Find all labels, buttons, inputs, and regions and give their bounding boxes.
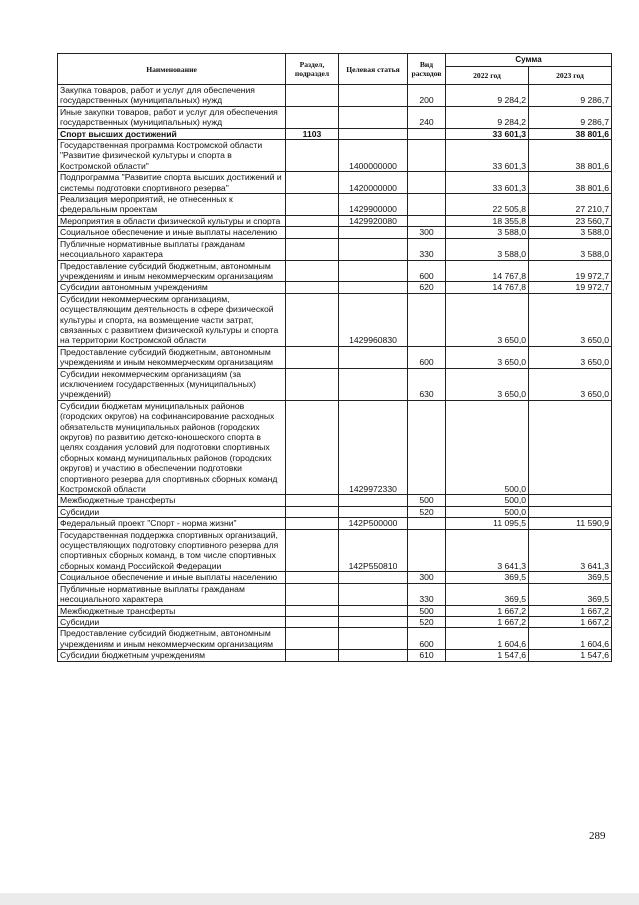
table-row <box>58 518 612 529</box>
cell-expense-type: 500 <box>408 495 446 506</box>
table-row <box>58 346 612 368</box>
table-row <box>58 194 612 216</box>
cell-target <box>339 605 408 616</box>
table-row <box>58 650 612 661</box>
cell-name: Государственная программа Костромской области "Развитие физической культуры и спорта в Костромской области" <box>58 140 286 172</box>
cell-sum-2023: 19 972,7 <box>529 260 612 282</box>
cell-name: Предоставление субсидий бюджетным, автономным учреждениям и иным некоммерческим организациям <box>58 628 286 650</box>
header-name: Наименование <box>58 54 286 85</box>
header-section: Раздел, подраздел <box>286 54 339 85</box>
cell-sum-2023: 27 210,7 <box>529 194 612 216</box>
cell-expense-type: 330 <box>408 583 446 605</box>
cell-section <box>286 140 339 172</box>
cell-expense-type: 600 <box>408 346 446 368</box>
cell-target <box>339 282 408 293</box>
cell-sum-2022: 14 767,8 <box>446 260 529 282</box>
cell-section <box>286 172 339 194</box>
cell-section <box>286 215 339 226</box>
cell-expense-type <box>408 215 446 226</box>
table-row <box>58 227 612 238</box>
cell-sum-2022: 3 641,3 <box>446 529 529 572</box>
cell-expense-type: 330 <box>408 238 446 260</box>
cell-target <box>339 260 408 282</box>
cell-sum-2022: 1 667,2 <box>446 616 529 627</box>
cell-target <box>339 572 408 583</box>
cell-target <box>339 628 408 650</box>
cell-expense-type <box>408 194 446 216</box>
cell-target: 142P550810 <box>339 529 408 572</box>
table-row <box>58 215 612 226</box>
cell-expense-type: 240 <box>408 106 446 128</box>
cell-name: Закупка товаров, работ и услуг для обеспечения государственных (муниципальных) нужд <box>58 85 286 107</box>
cell-expense-type: 500 <box>408 605 446 616</box>
cell-sum-2023: 3 650,0 <box>529 368 612 400</box>
cell-name: Субсидии бюджетным учреждениям <box>58 650 286 661</box>
cell-sum-2022: 500,0 <box>446 506 529 517</box>
cell-name: Социальное обеспечение и иные выплаты населению <box>58 227 286 238</box>
cell-target: 142P500000 <box>339 518 408 529</box>
cell-sum-2023: 3 588,0 <box>529 238 612 260</box>
table-row <box>58 368 612 400</box>
cell-sum-2023: 1 604,6 <box>529 628 612 650</box>
cell-sum-2022: 33 601,3 <box>446 172 529 194</box>
cell-expense-type: 300 <box>408 572 446 583</box>
scan-footer-band <box>0 893 639 905</box>
cell-section <box>286 506 339 517</box>
cell-sum-2022: 9 284,2 <box>446 85 529 107</box>
cell-sum-2022: 1 547,6 <box>446 650 529 661</box>
cell-name: Субсидии <box>58 616 286 627</box>
cell-sum-2023: 38 801,6 <box>529 128 612 139</box>
cell-sum-2022: 9 284,2 <box>446 106 529 128</box>
cell-name: Субсидии <box>58 506 286 517</box>
cell-section <box>286 238 339 260</box>
cell-section <box>286 260 339 282</box>
cell-section <box>286 346 339 368</box>
page-number: 289 <box>589 830 606 842</box>
cell-expense-type: 620 <box>408 282 446 293</box>
cell-expense-type: 200 <box>408 85 446 107</box>
cell-sum-2022: 500,0 <box>446 400 529 495</box>
table-row <box>58 140 612 172</box>
cell-name: Реализация мероприятий, не отнесенных к федеральным проектам <box>58 194 286 216</box>
table-row <box>58 172 612 194</box>
header-target: Целевая статья <box>339 54 408 85</box>
cell-sum-2022: 11 095,5 <box>446 518 529 529</box>
table-row <box>58 260 612 282</box>
table-row <box>58 106 612 128</box>
cell-target <box>339 506 408 517</box>
budget-table <box>57 53 612 662</box>
cell-section <box>286 293 339 346</box>
cell-target: 1429920080 <box>339 215 408 226</box>
cell-sum-2022: 369,5 <box>446 583 529 605</box>
cell-sum-2023: 3 588,0 <box>529 227 612 238</box>
cell-sum-2022: 3 588,0 <box>446 238 529 260</box>
cell-target <box>339 650 408 661</box>
cell-sum-2022: 22 505,8 <box>446 194 529 216</box>
cell-name: Спорт высших достижений <box>58 128 286 139</box>
cell-section <box>286 650 339 661</box>
table-row <box>58 282 612 293</box>
cell-section <box>286 628 339 650</box>
cell-name: Предоставление субсидий бюджетным, автономным учреждениям и иным некоммерческим организациям <box>58 260 286 282</box>
header-year-2023: 2023 год <box>529 66 612 84</box>
cell-target <box>339 106 408 128</box>
cell-target <box>339 128 408 139</box>
cell-sum-2023: 3 641,3 <box>529 529 612 572</box>
cell-sum-2023 <box>529 506 612 517</box>
cell-sum-2023: 23 560,7 <box>529 215 612 226</box>
cell-name: Межбюджетные трансферты <box>58 605 286 616</box>
cell-section <box>286 227 339 238</box>
cell-expense-type: 630 <box>408 368 446 400</box>
cell-sum-2023: 369,5 <box>529 583 612 605</box>
cell-sum-2023: 38 801,6 <box>529 172 612 194</box>
table-row <box>58 572 612 583</box>
cell-expense-type: 610 <box>408 650 446 661</box>
cell-target <box>339 227 408 238</box>
cell-target <box>339 616 408 627</box>
cell-sum-2023: 1 547,6 <box>529 650 612 661</box>
cell-target: 1400000000 <box>339 140 408 172</box>
cell-expense-type <box>408 529 446 572</box>
cell-section <box>286 282 339 293</box>
cell-sum-2023: 11 590,9 <box>529 518 612 529</box>
header-year-2022: 2022 год <box>446 66 529 84</box>
table-row <box>58 605 612 616</box>
cell-name: Субсидии некоммерческим организациям (за исключением государственных (муниципальных) учреждений) <box>58 368 286 400</box>
cell-name: Предоставление субсидий бюджетным, автономным учреждениям и иным некоммерческим организациям <box>58 346 286 368</box>
cell-expense-type: 300 <box>408 227 446 238</box>
table-body <box>58 85 612 662</box>
cell-section <box>286 85 339 107</box>
cell-sum-2022: 18 355,8 <box>446 215 529 226</box>
cell-name: Социальное обеспечение и иные выплаты населению <box>58 572 286 583</box>
cell-sum-2023: 369,5 <box>529 572 612 583</box>
cell-section <box>286 194 339 216</box>
table-row <box>58 506 612 517</box>
cell-name: Публичные нормативные выплаты гражданам несоциального характера <box>58 583 286 605</box>
cell-sum-2022: 14 767,8 <box>446 282 529 293</box>
cell-sum-2023: 3 650,0 <box>529 293 612 346</box>
cell-sum-2022: 33 601,3 <box>446 140 529 172</box>
table-row <box>58 85 612 107</box>
header-expense-type: Вид расходов <box>408 54 446 85</box>
cell-expense-type: 520 <box>408 506 446 517</box>
cell-section <box>286 495 339 506</box>
cell-target: 1429960830 <box>339 293 408 346</box>
cell-expense-type: 600 <box>408 260 446 282</box>
cell-sum-2023: 38 801,6 <box>529 140 612 172</box>
table-row <box>58 616 612 627</box>
cell-name: Межбюджетные трансферты <box>58 495 286 506</box>
cell-sum-2022: 3 650,0 <box>446 368 529 400</box>
cell-target: 1429900000 <box>339 194 408 216</box>
cell-name: Субсидии некоммерческим организациям, осуществляющим деятельность в сфере физической культуры и спорта, на возмещение части затрат, связанных с развитием физической культуры и спорта на территории Костромской области <box>58 293 286 346</box>
cell-name: Субсидии бюджетам муниципальных районов (городских округов) на софинансирование расходных обязательств муниципальных районов (городских округов) по развитию детско-юношеского спорта в целях создания условий для подготовки спортивных сборных команд муниципальных районов (городских округов) и участию в обеспечении подготовки спортивного резерва для спортивных сборных команд Костромской области <box>58 400 286 495</box>
cell-target <box>339 368 408 400</box>
table-row <box>58 583 612 605</box>
cell-name: Подпрограмма "Развитие спорта высших достижений и системы подготовки спортивного резерва" <box>58 172 286 194</box>
cell-section <box>286 583 339 605</box>
cell-section <box>286 400 339 495</box>
cell-section: 1103 <box>286 128 339 139</box>
cell-sum-2023: 9 286,7 <box>529 85 612 107</box>
cell-section <box>286 368 339 400</box>
table-row <box>58 495 612 506</box>
cell-expense-type: 600 <box>408 628 446 650</box>
cell-name: Мероприятия в области физической культуры и спорта <box>58 215 286 226</box>
cell-sum-2022: 3 650,0 <box>446 346 529 368</box>
cell-sum-2022: 369,5 <box>446 572 529 583</box>
cell-sum-2023: 1 667,2 <box>529 605 612 616</box>
cell-expense-type <box>408 140 446 172</box>
table-row <box>58 400 612 495</box>
cell-name: Иные закупки товаров, работ и услуг для обеспечения государственных (муниципальных) нужд <box>58 106 286 128</box>
cell-target <box>339 583 408 605</box>
header-sum: Сумма <box>446 54 612 67</box>
cell-sum-2022: 500,0 <box>446 495 529 506</box>
table-row <box>58 628 612 650</box>
cell-expense-type <box>408 128 446 139</box>
cell-name: Государственная поддержка спортивных организаций, осуществляющих подготовку спортивного резерва для спортивных сборных команд, в том числе спортивных сборных команд Российской Федерации <box>58 529 286 572</box>
cell-sum-2022: 1 604,6 <box>446 628 529 650</box>
cell-sum-2023 <box>529 495 612 506</box>
table-row <box>58 128 612 139</box>
cell-section <box>286 616 339 627</box>
cell-target <box>339 85 408 107</box>
cell-name: Федеральный проект "Спорт - норма жизни" <box>58 518 286 529</box>
cell-expense-type: 520 <box>408 616 446 627</box>
cell-target: 1420000000 <box>339 172 408 194</box>
cell-sum-2023: 3 650,0 <box>529 346 612 368</box>
table-header <box>58 54 612 85</box>
cell-sum-2022: 3 588,0 <box>446 227 529 238</box>
cell-section <box>286 529 339 572</box>
cell-expense-type <box>408 518 446 529</box>
cell-sum-2022: 3 650,0 <box>446 293 529 346</box>
cell-section <box>286 106 339 128</box>
cell-section <box>286 572 339 583</box>
cell-target <box>339 495 408 506</box>
table-row <box>58 238 612 260</box>
cell-sum-2023: 19 972,7 <box>529 282 612 293</box>
table-row <box>58 529 612 572</box>
cell-name: Публичные нормативные выплаты гражданам несоциального характера <box>58 238 286 260</box>
cell-section <box>286 605 339 616</box>
cell-expense-type <box>408 172 446 194</box>
table-row <box>58 293 612 346</box>
cell-name: Субсидии автономным учреждениям <box>58 282 286 293</box>
cell-target <box>339 346 408 368</box>
cell-sum-2022: 1 667,2 <box>446 605 529 616</box>
cell-expense-type <box>408 400 446 495</box>
cell-target <box>339 238 408 260</box>
cell-expense-type <box>408 293 446 346</box>
cell-sum-2023: 1 667,2 <box>529 616 612 627</box>
cell-sum-2023 <box>529 400 612 495</box>
cell-sum-2023: 9 286,7 <box>529 106 612 128</box>
cell-target: 1429972330 <box>339 400 408 495</box>
cell-sum-2022: 33 601,3 <box>446 128 529 139</box>
cell-section <box>286 518 339 529</box>
